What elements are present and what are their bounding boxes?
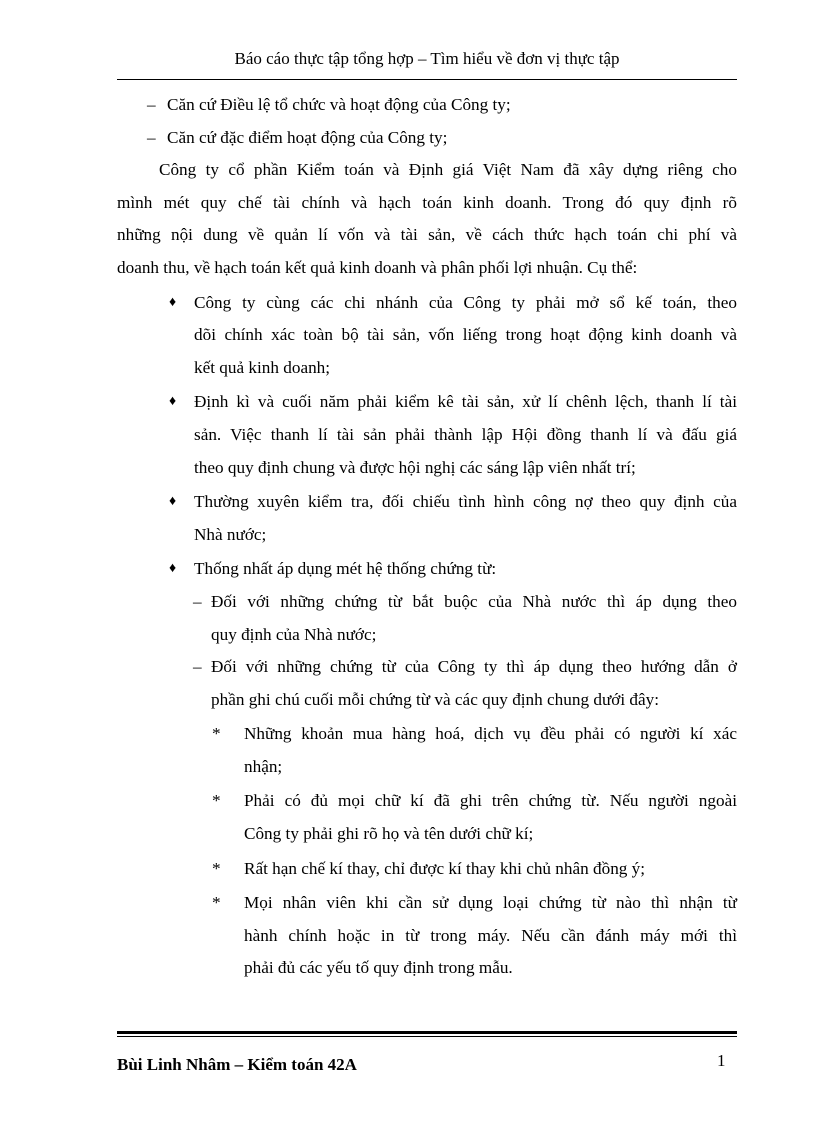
list-item-line: Nhà nước; [194,524,267,544]
sub-list-item [117,651,737,716]
list-item [117,386,737,484]
paragraph-line: doanh thu, về hạch toán kết quả kinh doanh và phân phối lợi nhuận. Cụ thể: [117,257,638,277]
page-header [117,48,737,70]
list-item-line: Định kì và cuối năm phải kiểm kê tài sản, xử lí chênh lệch, thanh lí tài [194,392,737,412]
list-item-line: Đối với những chứng từ bắt buộc của Nhà nước thì áp dụng theo [211,591,737,611]
list-item-line: Phải có đủ mọi chữ kí đã ghi trên chứng từ. Nếu người ngoài [244,791,737,811]
list-item [117,122,737,155]
asterisk-bullet-icon: * [212,724,221,744]
header-title: Báo cáo thực tập tổng hợp – Tìm hiểu về đơn vị thực tập [234,49,620,68]
page-number: 1 [717,1051,726,1070]
list-item-line: quy định của Nhà nước; [211,624,377,644]
asterisk-bullet-icon: * [212,791,221,811]
list-item [117,887,737,985]
list-item-line: Mọi nhân viên khi cần sử dụng loại chứng từ nào thì nhận từ [244,893,737,913]
list-item-line: nhận; [244,756,283,776]
list-item-line: Thường xuyên kiểm tra, đối chiếu tình hình công nợ theo quy định của [194,492,737,512]
diamond-bullet-icon: ♦ [169,561,177,577]
list-item-text: Căn cứ đặc điểm hoạt động của Công ty; [167,127,448,147]
dash-marker: – [193,657,202,677]
asterisk-bullet-icon: * [212,893,221,913]
list-item-line: theo quy định chung và được hội nghị các sáng lập viên nhất trí; [194,457,636,477]
dash-marker: – [147,95,156,114]
footer-rule [117,1031,737,1037]
list-item-line: phải đủ các yếu tố quy định trong mẫu. [244,958,513,978]
list-item-line: Công ty phải ghi rõ họ và tên dưới chữ kí; [244,824,534,844]
list-item [117,853,737,886]
list-item [117,718,737,783]
list-item [117,553,737,586]
sub-list-item [117,586,737,651]
document-body [117,89,737,985]
list-item [117,89,737,122]
list-item-line: Đối với những chứng từ của Công ty thì áp dụng theo hướng dẫn ở [211,657,737,677]
list-item-line: phần ghi chú cuối mỗi chứng từ và các quy định chung dưới đây: [211,689,660,709]
list-item-text: Căn cứ Điều lệ tổ chức và hoạt động của Công ty; [167,95,511,114]
list-item-line: kết quả kinh doanh; [194,357,331,377]
paragraph-line: mình mét quy chế tài chính và hạch toán kinh doanh. Trong đó quy định rõ [117,192,737,212]
dash-marker: – [147,127,156,147]
list-item-line: Thống nhất áp dụng mét hệ thống chứng từ: [194,559,497,579]
diamond-bullet-icon: ♦ [169,294,177,310]
list-item [117,785,737,850]
asterisk-bullet-icon: * [212,858,221,878]
list-item-line: Rất hạn chế kí thay, chỉ được kí thay khi chủ nhân đồng ý; [244,858,646,878]
diamond-bullet-icon: ♦ [169,394,177,410]
page-footer [117,1054,737,1076]
list-item-line: dõi chính xác toàn bộ tài sản, vốn liếng trong hoạt động kinh doanh và [194,325,737,345]
header-rule [117,79,737,80]
paragraph-line: Công ty cổ phần Kiểm toán và Định giá Việt Nam đã xây dựng riêng cho [159,160,737,180]
diamond-bullet-icon: ♦ [169,494,177,510]
list-item-line: sản. Việc thanh lí tài sản phải thành lập Hội đồng thanh lí và đấu giá [194,424,737,444]
footer-author: Bùi Linh Nhâm – Kiểm toán 42A [117,1055,357,1074]
paragraph-line: những nội dung về quản lí vốn và tài sản, về cách thức hạch toán chi phí và [117,225,737,245]
list-item [117,486,737,551]
intro-paragraph [117,154,737,284]
list-item-line: Công ty cùng các chi nhánh của Công ty phải mở sổ kế toán, theo [194,292,737,312]
list-item [117,287,737,385]
list-item-line: hành chính hoặc in từ trong máy. Nếu cần đánh máy mới thì [244,925,737,945]
dash-marker: – [193,591,202,611]
list-item-line: Những khoản mua hàng hoá, dịch vụ đều phải có người kí xác [244,724,737,744]
